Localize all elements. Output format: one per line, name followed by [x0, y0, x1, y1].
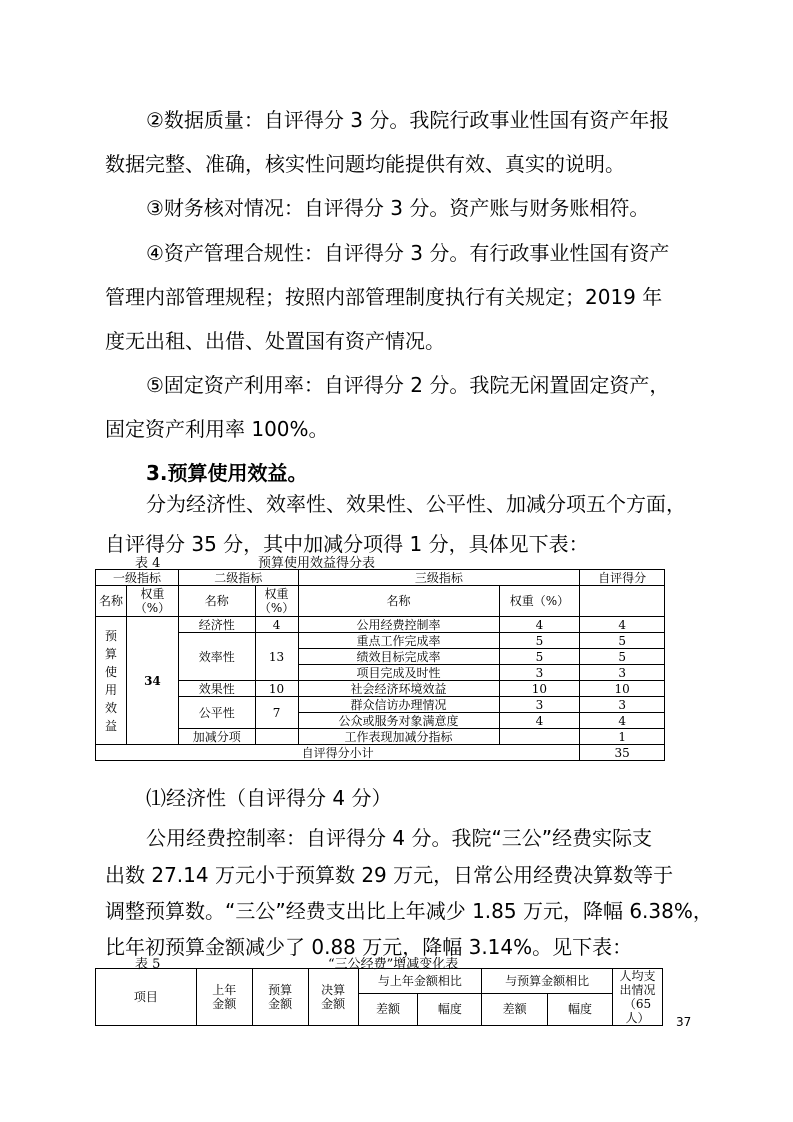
para-data-quality-l1: ②数据质量：自评得分 3 分。我院行政事业性国有资产年报 [146, 108, 670, 132]
header-diff: 差额 [358, 993, 418, 1025]
l3-weight [499, 729, 580, 745]
para-public-funds-l3: 调整预算数。“三公”经费支出比上年减少 1.85 万元，降幅 6.38%， [105, 899, 713, 923]
header-weight-l2: 权重（%） [255, 586, 298, 617]
l3-name: 工作表现加减分指标 [298, 729, 499, 745]
header-weight-l1: 权重（%） [126, 586, 178, 617]
para-data-quality-l2: 数据完整、准确，核实性问题均能提供有效、真实的说明。 [105, 152, 625, 176]
l2-weight: 4 [255, 617, 298, 633]
l3-name: 绩效目标完成率 [298, 649, 499, 665]
header-level2: 二级指标 [178, 570, 298, 586]
para-public-funds-l4: 比年初预算金额减少了 0.88 万元，降幅 3.14%。见下表： [105, 935, 633, 959]
page-number: 37 [676, 1015, 692, 1029]
header-vs-prev: 与上年金额相比 [358, 969, 482, 994]
table5-number: 表 5 [135, 957, 161, 972]
l2-name: 效果性 [178, 681, 255, 697]
table5-title: “三公经费”增减变化表 [328, 957, 459, 972]
header-name-l2: 名称 [178, 586, 255, 617]
table-three-public-expenses [95, 968, 663, 1026]
subtotal-value: 35 [580, 745, 665, 761]
l3-score: 3 [580, 665, 665, 681]
header-item: 项目 [96, 969, 197, 1026]
l3-weight: 10 [499, 681, 580, 697]
l2-weight: 13 [255, 633, 298, 681]
l3-score: 5 [580, 633, 665, 649]
l3-score: 4 [580, 617, 665, 633]
para-public-funds-l2: 出数 27.14 万元小于预算数 29 万元，日常公用经费决算数等于 [105, 863, 674, 887]
table-budget-efficiency [95, 569, 665, 761]
subheading-economy: ⑴经济性（自评得分 4 分） [146, 786, 392, 810]
para-intro-l2: 自评得分 35 分，其中加减分项得 1 分，具体见下表： [105, 532, 589, 556]
l3-score: 5 [580, 649, 665, 665]
l2-weight [255, 729, 298, 745]
l2-name: 加减分项 [178, 729, 255, 745]
header-prev-amount: 上年金额 [196, 969, 252, 1026]
l3-weight: 3 [499, 665, 580, 681]
header-diff-budget: 差额 [482, 993, 548, 1025]
header-rate-budget: 幅度 [548, 993, 613, 1025]
section-heading: 3.预算使用效益。 [146, 461, 308, 485]
l3-weight: 3 [499, 697, 580, 713]
table4-title: 预算使用效益得分表 [258, 556, 376, 571]
para-finance-check: ③财务核对情况：自评得分 3 分。资产账与财务账相符。 [146, 196, 650, 220]
l3-score: 1 [580, 729, 665, 745]
l3-weight: 5 [499, 633, 580, 649]
para-fixed-asset-l1: ⑤固定资产利用率：自评得分 2 分。我院无闲置固定资产， [146, 373, 670, 397]
l2-weight: 7 [255, 697, 298, 729]
l2-name: 效率性 [178, 633, 255, 681]
l3-name: 公众或服务对象满意度 [298, 713, 499, 729]
table4-number: 表 4 [135, 556, 161, 571]
l3-name: 重点工作完成率 [298, 633, 499, 649]
l1-name-cell: 预算使用效益 [96, 617, 127, 745]
l3-weight: 4 [499, 713, 580, 729]
header-per-capita: 人均支出情况（65 人） [612, 969, 662, 1026]
l3-name: 社会经济环境效益 [298, 681, 499, 697]
l3-score: 3 [580, 697, 665, 713]
header-final-amount: 决算金额 [308, 969, 358, 1026]
header-score: 自评得分 [580, 570, 665, 586]
header-weight-l3: 权重（%） [499, 586, 580, 617]
header-name-l3: 名称 [298, 586, 499, 617]
header-score-empty [580, 586, 665, 617]
l3-score: 4 [580, 713, 665, 729]
para-compliance-l3: 度无出租、出借、处置国有资产情况。 [105, 329, 445, 353]
subtotal-label: 自评得分小计 [96, 745, 580, 761]
l3-score: 10 [580, 681, 665, 697]
header-vs-budget: 与预算金额相比 [482, 969, 613, 994]
l1-weight-cell: 34 [126, 617, 178, 745]
para-fixed-asset-l2: 固定资产利用率 100%。 [105, 417, 329, 441]
l3-name: 群众信访办理情况 [298, 697, 499, 713]
para-intro-l1: 分为经济性、效率性、效果性、公平性、加减分项五个方面， [146, 492, 686, 516]
para-public-funds-l1: 公用经费控制率：自评得分 4 分。我院“三公”经费实际支 [146, 826, 653, 850]
header-level3: 三级指标 [298, 570, 580, 586]
l2-name: 公平性 [178, 697, 255, 729]
l2-weight: 10 [255, 681, 298, 697]
header-budget-amount: 预算金额 [252, 969, 308, 1026]
l3-weight: 5 [499, 649, 580, 665]
para-compliance-l1: ④资产管理合规性：自评得分 3 分。有行政事业性国有资产 [146, 241, 670, 265]
l2-name: 经济性 [178, 617, 255, 633]
header-level1: 一级指标 [96, 570, 179, 586]
header-rate: 幅度 [418, 993, 482, 1025]
l3-weight: 4 [499, 617, 580, 633]
header-name-l1: 名称 [96, 586, 127, 617]
l3-name: 公用经费控制率 [298, 617, 499, 633]
para-compliance-l2: 管理内部管理规程；按照内部管理制度执行有关规定；2019 年 [105, 285, 663, 309]
l3-name: 项目完成及时性 [298, 665, 499, 681]
